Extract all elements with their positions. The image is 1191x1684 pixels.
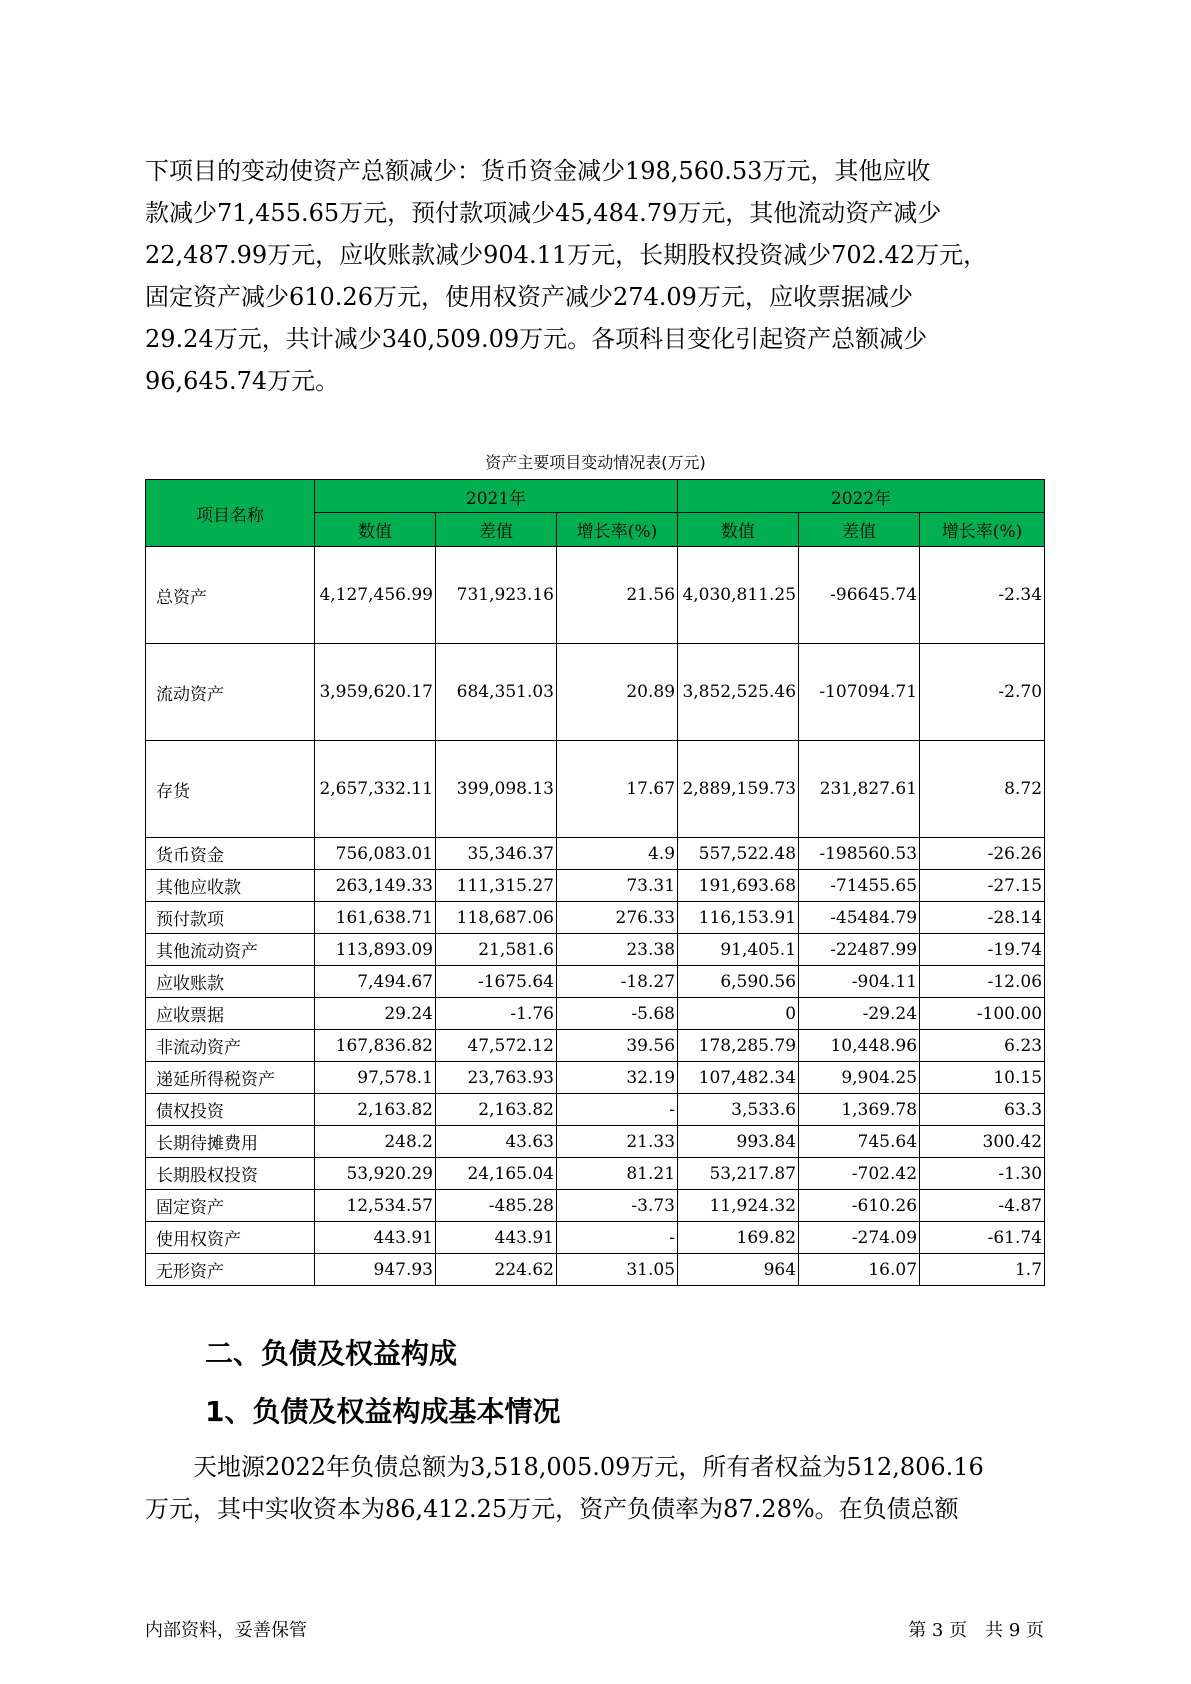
asset-change-table bbox=[145, 479, 1045, 1286]
row-cell-r2: -19.74 bbox=[920, 934, 1045, 966]
row-cell-r2: 300.42 bbox=[920, 1126, 1045, 1158]
header-rate: 增长率(%) bbox=[557, 513, 678, 547]
row-cell-d2: -274.09 bbox=[799, 1222, 920, 1254]
row-cell-d2: 10,448.96 bbox=[799, 1030, 920, 1062]
row-cell-r2: 1.7 bbox=[920, 1254, 1045, 1286]
row-cell-d1: 43.63 bbox=[436, 1126, 557, 1158]
table-row bbox=[146, 902, 1045, 934]
row-cell-r1: 276.33 bbox=[557, 902, 678, 934]
table-row bbox=[146, 838, 1045, 870]
row-cell-r1: -3.73 bbox=[557, 1190, 678, 1222]
row-cell-v1: 12,534.57 bbox=[315, 1190, 436, 1222]
row-cell-d1: 47,572.12 bbox=[436, 1030, 557, 1062]
row-cell-r2: -27.15 bbox=[920, 870, 1045, 902]
row-cell-r1: 39.56 bbox=[557, 1030, 678, 1062]
row-cell-d1: 443.91 bbox=[436, 1222, 557, 1254]
row-cell-d1: 21,581.6 bbox=[436, 934, 557, 966]
section-heading: 二、负债及权益构成 bbox=[205, 1337, 458, 1370]
row-cell-v1: 167,836.82 bbox=[315, 1030, 436, 1062]
row-cell-r2: -2.70 bbox=[920, 644, 1045, 741]
row-cell-d1: -485.28 bbox=[436, 1190, 557, 1222]
row-cell-v2: 91,405.1 bbox=[678, 934, 799, 966]
row-item-name: 其他应收款 bbox=[146, 870, 315, 902]
paragraph-line: 款减少71,455.65万元，预付款项减少45,484.79万元，其他流动资产减少 bbox=[145, 199, 942, 227]
header-value: 数值 bbox=[315, 513, 436, 547]
row-cell-d1: -1675.64 bbox=[436, 966, 557, 998]
table-row bbox=[146, 1030, 1045, 1062]
table-row bbox=[146, 1062, 1045, 1094]
closing-paragraph bbox=[145, 1446, 1045, 1530]
row-cell-r1: 17.67 bbox=[557, 741, 678, 838]
paragraph-line: 下项目的变动使资产总额减少：货币资金减少198,560.53万元，其他应收 bbox=[145, 157, 931, 185]
row-cell-d1: 24,165.04 bbox=[436, 1158, 557, 1190]
row-cell-r1: 21.33 bbox=[557, 1126, 678, 1158]
row-cell-v2: 116,153.91 bbox=[678, 902, 799, 934]
row-cell-v1: 2,163.82 bbox=[315, 1094, 436, 1126]
row-cell-d2: 745.64 bbox=[799, 1126, 920, 1158]
row-cell-r2: -12.06 bbox=[920, 966, 1045, 998]
header-diff: 差值 bbox=[799, 513, 920, 547]
row-cell-v2: 169.82 bbox=[678, 1222, 799, 1254]
table-row bbox=[146, 998, 1045, 1030]
row-cell-v1: 443.91 bbox=[315, 1222, 436, 1254]
row-cell-v1: 97,578.1 bbox=[315, 1062, 436, 1094]
row-cell-d1: 399,098.13 bbox=[436, 741, 557, 838]
row-cell-v2: 0 bbox=[678, 998, 799, 1030]
row-cell-r2: -61.74 bbox=[920, 1222, 1045, 1254]
row-cell-v2: 4,030,811.25 bbox=[678, 547, 799, 644]
row-item-name: 应收账款 bbox=[146, 966, 315, 998]
row-cell-v2: 964 bbox=[678, 1254, 799, 1286]
footer-confidential-note: 内部资料，妥善保管 bbox=[145, 1620, 307, 1641]
row-cell-v1: 248.2 bbox=[315, 1126, 436, 1158]
row-item-name: 递延所得税资产 bbox=[146, 1062, 315, 1094]
row-cell-r2: -1.30 bbox=[920, 1158, 1045, 1190]
row-cell-r1: -18.27 bbox=[557, 966, 678, 998]
table-row bbox=[146, 1222, 1045, 1254]
row-cell-r1: 4.9 bbox=[557, 838, 678, 870]
row-cell-r1: -5.68 bbox=[557, 998, 678, 1030]
row-item-name: 无形资产 bbox=[146, 1254, 315, 1286]
row-cell-r1: - bbox=[557, 1222, 678, 1254]
paragraph-line: 万元，其中实收资本为86,412.25万元，资产负债率为87.28%。在负债总额 bbox=[145, 1495, 959, 1523]
row-item-name: 预付款项 bbox=[146, 902, 315, 934]
row-cell-d2: -22487.99 bbox=[799, 934, 920, 966]
header-year-2021: 2021年 bbox=[315, 480, 678, 513]
row-cell-r2: -4.87 bbox=[920, 1190, 1045, 1222]
row-item-name: 总资产 bbox=[146, 547, 315, 644]
row-item-name: 非流动资产 bbox=[146, 1030, 315, 1062]
row-cell-d2: -71455.65 bbox=[799, 870, 920, 902]
paragraph-line: 天地源2022年负债总额为3,518,005.09万元，所有者权益为512,806.16 bbox=[145, 1453, 984, 1481]
row-cell-v2: 3,533.6 bbox=[678, 1094, 799, 1126]
row-cell-d2: -610.26 bbox=[799, 1190, 920, 1222]
row-cell-d2: -96645.74 bbox=[799, 547, 920, 644]
row-cell-v1: 113,893.09 bbox=[315, 934, 436, 966]
subsection-heading: 1、负债及权益构成基本情况 bbox=[205, 1395, 561, 1428]
row-cell-r1: - bbox=[557, 1094, 678, 1126]
footer-page-number: 第 3 页 共 9 页 bbox=[908, 1620, 1044, 1641]
table-row bbox=[146, 966, 1045, 998]
header-year-2022: 2022年 bbox=[678, 480, 1045, 513]
row-cell-r2: 63.3 bbox=[920, 1094, 1045, 1126]
table-row bbox=[146, 870, 1045, 902]
table-body bbox=[146, 547, 1045, 1286]
table-row bbox=[146, 644, 1045, 741]
row-cell-r1: 81.21 bbox=[557, 1158, 678, 1190]
row-cell-v2: 2,889,159.73 bbox=[678, 741, 799, 838]
table-row bbox=[146, 1190, 1045, 1222]
row-item-name: 长期待摊费用 bbox=[146, 1126, 315, 1158]
row-cell-d2: -198560.53 bbox=[799, 838, 920, 870]
header-item-name: 项目名称 bbox=[146, 480, 315, 547]
row-item-name: 货币资金 bbox=[146, 838, 315, 870]
table-caption: 资产主要项目变动情况表(万元) bbox=[485, 453, 706, 472]
row-cell-d2: -904.11 bbox=[799, 966, 920, 998]
row-cell-d2: 231,827.61 bbox=[799, 741, 920, 838]
row-cell-d2: 9,904.25 bbox=[799, 1062, 920, 1094]
row-cell-v1: 3,959,620.17 bbox=[315, 644, 436, 741]
paragraph-line: 固定资产减少610.26万元，使用权资产减少274.09万元，应收票据减少 bbox=[145, 283, 913, 311]
row-cell-r1: 21.56 bbox=[557, 547, 678, 644]
row-item-name: 存货 bbox=[146, 741, 315, 838]
row-cell-r1: 23.38 bbox=[557, 934, 678, 966]
row-cell-r2: -26.26 bbox=[920, 838, 1045, 870]
row-cell-d1: 23,763.93 bbox=[436, 1062, 557, 1094]
row-cell-v2: 11,924.32 bbox=[678, 1190, 799, 1222]
row-cell-v2: 107,482.34 bbox=[678, 1062, 799, 1094]
row-cell-d1: 2,163.82 bbox=[436, 1094, 557, 1126]
table-row bbox=[146, 934, 1045, 966]
row-cell-r1: 73.31 bbox=[557, 870, 678, 902]
row-cell-d2: 16.07 bbox=[799, 1254, 920, 1286]
row-item-name: 债权投资 bbox=[146, 1094, 315, 1126]
row-cell-d1: 118,687.06 bbox=[436, 902, 557, 934]
row-cell-d2: -45484.79 bbox=[799, 902, 920, 934]
row-cell-v1: 263,149.33 bbox=[315, 870, 436, 902]
paragraph-line: 29.24万元，共计减少340,509.09万元。各项科目变化引起资产总额减少 bbox=[145, 325, 928, 353]
row-cell-v1: 947.93 bbox=[315, 1254, 436, 1286]
table-row bbox=[146, 1158, 1045, 1190]
table-row bbox=[146, 547, 1045, 644]
header-diff: 差值 bbox=[436, 513, 557, 547]
table-row bbox=[146, 1254, 1045, 1286]
row-item-name: 使用权资产 bbox=[146, 1222, 315, 1254]
row-cell-d2: -702.42 bbox=[799, 1158, 920, 1190]
row-cell-r1: 32.19 bbox=[557, 1062, 678, 1094]
row-cell-r2: -2.34 bbox=[920, 547, 1045, 644]
row-item-name: 流动资产 bbox=[146, 644, 315, 741]
row-cell-v2: 6,590.56 bbox=[678, 966, 799, 998]
row-item-name: 应收票据 bbox=[146, 998, 315, 1030]
row-cell-v2: 557,522.48 bbox=[678, 838, 799, 870]
row-cell-d1: 684,351.03 bbox=[436, 644, 557, 741]
row-cell-v1: 53,920.29 bbox=[315, 1158, 436, 1190]
row-cell-d1: 224.62 bbox=[436, 1254, 557, 1286]
row-cell-r2: 6.23 bbox=[920, 1030, 1045, 1062]
row-cell-r2: 8.72 bbox=[920, 741, 1045, 838]
row-cell-v2: 178,285.79 bbox=[678, 1030, 799, 1062]
row-cell-d1: -1.76 bbox=[436, 998, 557, 1030]
paragraph-line: 22,487.99万元，应收账款减少904.11万元，长期股权投资减少702.42万元， bbox=[145, 241, 988, 269]
row-cell-v2: 191,693.68 bbox=[678, 870, 799, 902]
header-rate: 增长率(%) bbox=[920, 513, 1045, 547]
row-cell-v1: 7,494.67 bbox=[315, 966, 436, 998]
row-cell-v2: 53,217.87 bbox=[678, 1158, 799, 1190]
row-item-name: 其他流动资产 bbox=[146, 934, 315, 966]
header-value: 数值 bbox=[678, 513, 799, 547]
row-cell-r2: -100.00 bbox=[920, 998, 1045, 1030]
row-cell-d1: 35,346.37 bbox=[436, 838, 557, 870]
row-cell-v1: 29.24 bbox=[315, 998, 436, 1030]
table-row bbox=[146, 1126, 1045, 1158]
row-cell-r1: 31.05 bbox=[557, 1254, 678, 1286]
row-cell-v2: 993.84 bbox=[678, 1126, 799, 1158]
row-cell-v2: 3,852,525.46 bbox=[678, 644, 799, 741]
row-cell-d2: 1,369.78 bbox=[799, 1094, 920, 1126]
row-cell-d1: 731,923.16 bbox=[436, 547, 557, 644]
intro-paragraph bbox=[145, 150, 1045, 402]
row-item-name: 长期股权投资 bbox=[146, 1158, 315, 1190]
row-cell-v1: 756,083.01 bbox=[315, 838, 436, 870]
row-cell-d2: -107094.71 bbox=[799, 644, 920, 741]
row-cell-v1: 2,657,332.11 bbox=[315, 741, 436, 838]
row-cell-r2: -28.14 bbox=[920, 902, 1045, 934]
row-item-name: 固定资产 bbox=[146, 1190, 315, 1222]
row-cell-v1: 4,127,456.99 bbox=[315, 547, 436, 644]
row-cell-d1: 111,315.27 bbox=[436, 870, 557, 902]
table-row bbox=[146, 1094, 1045, 1126]
row-cell-v1: 161,638.71 bbox=[315, 902, 436, 934]
paragraph-line: 96,645.74万元。 bbox=[145, 367, 340, 395]
table-row bbox=[146, 741, 1045, 838]
row-cell-d2: -29.24 bbox=[799, 998, 920, 1030]
row-cell-r1: 20.89 bbox=[557, 644, 678, 741]
row-cell-r2: 10.15 bbox=[920, 1062, 1045, 1094]
